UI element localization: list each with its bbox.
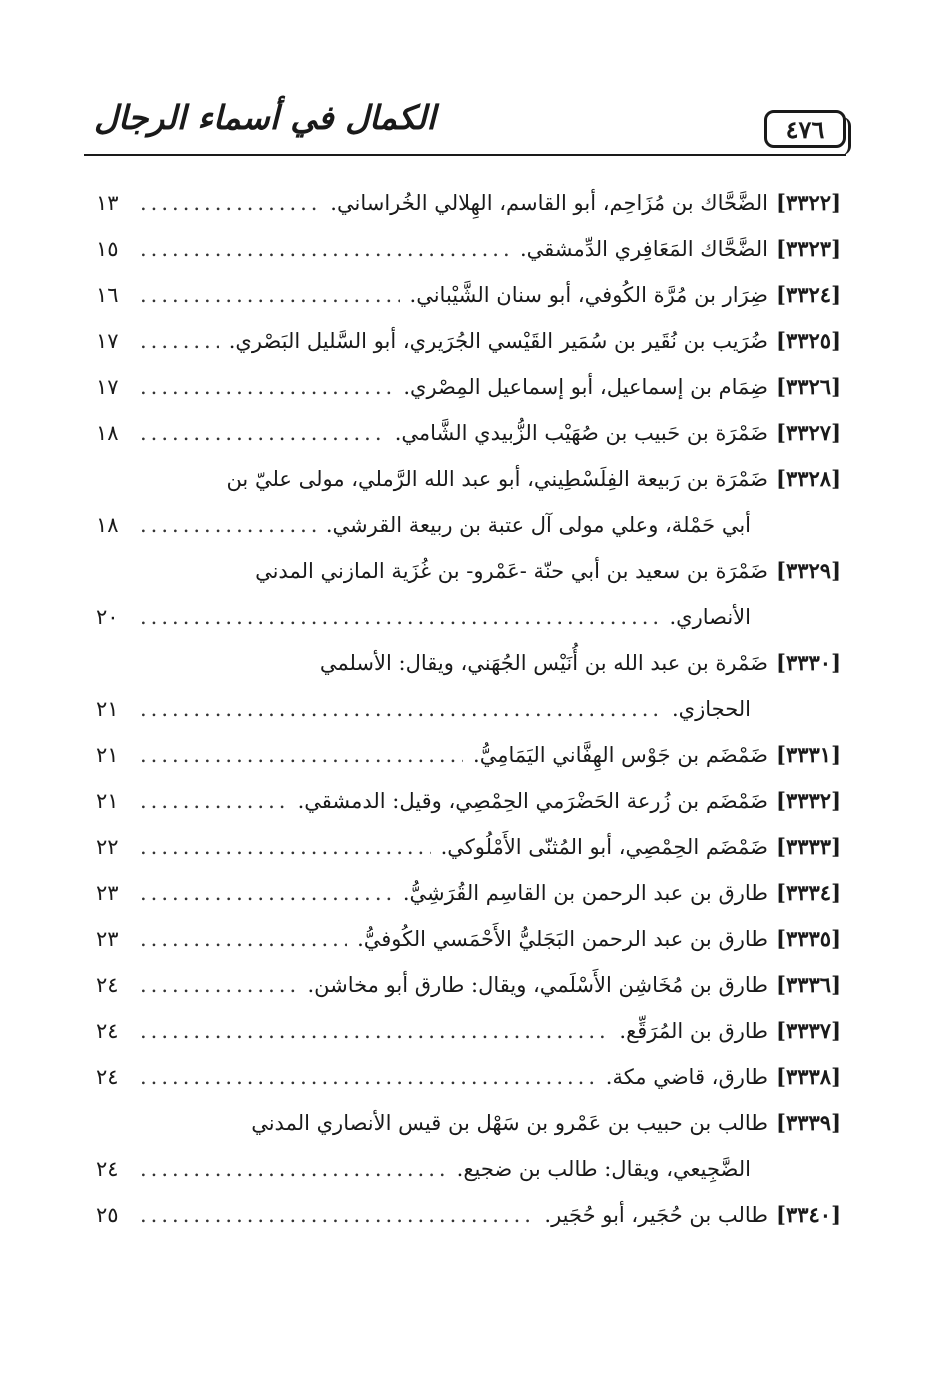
dot-leader (140, 1192, 534, 1238)
entry-page-number: ٢١ (96, 789, 119, 813)
toc-entry (96, 640, 841, 732)
entry-title: ضَمْرة بن عبد الله بن أُنَيْس الجُهَني، ويقال: الأسلمي (319, 651, 768, 675)
toc-entry (96, 778, 841, 824)
toc-entry-line (96, 502, 841, 548)
entry-title: طارق بن عبد الرحمن بن القاسِم القُرَشِيُّ. (402, 881, 768, 905)
entry-title: الضَّحَّاك بن مُزَاحِم، أبو القاسم، الهِلالي الخُراساني. (330, 191, 768, 215)
toc-entry (96, 180, 841, 226)
entry-title: ضَمْضَم بن زُرعة الحَضْرَمي الحِمْصِي، وقيل: الدمشقي. (297, 789, 768, 813)
entry-number: [٣٣٣٤] (776, 880, 841, 905)
entry-title: طارق، قاضي مكة. (605, 1065, 768, 1089)
toc-entry-line (96, 732, 841, 778)
entry-number: [٣٣٤٠] (776, 1202, 841, 1227)
entry-page-number: ١٨ (96, 513, 119, 537)
entry-title: ضِرَار بن مُرَّة الكُوفي، أبو سنان الشَّيْباني. (409, 283, 768, 307)
entry-number: [٣٣٣١] (776, 742, 841, 767)
header-rule (84, 154, 846, 156)
entry-number: [٣٣٣٣] (776, 834, 841, 859)
toc-entry-line (96, 594, 841, 640)
entry-page-number: ٢٤ (96, 973, 119, 997)
toc-entry-line (96, 1100, 841, 1146)
entry-title: أبي حَمْلة، وعلي مولى آل عتبة بن ربيعة القرشي. (325, 513, 751, 537)
toc-entry (96, 1192, 841, 1238)
toc-entry (96, 1054, 841, 1100)
toc-entry (96, 962, 841, 1008)
entry-page-number: ٢٥ (96, 1203, 119, 1227)
dot-leader (140, 502, 316, 548)
entry-title: طارق بن عبد الرحمن البَجَليُّ الأَحْمَسي الكُوفيُّ. (357, 927, 768, 951)
toc-entry-line (96, 916, 841, 962)
dot-leader (140, 870, 393, 916)
entry-page-number: ١٧ (96, 375, 119, 399)
entry-number: [٣٣٣٦] (776, 972, 841, 997)
book-title: الكمال في أسماء الرجال (94, 98, 436, 137)
toc-entry (96, 916, 841, 962)
entry-page-number: ٢١ (96, 697, 119, 721)
entry-number: [٣٣٣٢] (776, 788, 841, 813)
entry-page-number: ٢٤ (96, 1019, 119, 1043)
entry-page-number: ٢٢ (96, 835, 119, 859)
entry-title: ضَمْرَة بن سعيد بن أبي حنّة -عَمْرو- بن غُزَية المازني المدني (255, 559, 768, 583)
toc-entry-line (96, 548, 841, 594)
toc-entry-line (96, 180, 841, 226)
entry-page-number: ٢٤ (96, 1157, 119, 1181)
dot-leader (140, 686, 662, 732)
toc-entry (96, 364, 841, 410)
entry-number: [٣٣٢٩] (776, 558, 841, 583)
entry-title: ضَمْضَم بن جَوْس الهِفَّاني اليَمَامِيُّ. (473, 743, 768, 767)
toc-entry-line (96, 962, 841, 1008)
dot-leader (140, 226, 510, 272)
dot-leader (140, 962, 297, 1008)
entry-page-number: ١٣ (96, 191, 119, 215)
toc-entry (96, 824, 841, 870)
dot-leader (140, 594, 659, 640)
dot-leader (140, 1054, 596, 1100)
toc-entry (96, 732, 841, 778)
entry-page-number: ١٦ (96, 283, 119, 307)
toc-entry (96, 548, 841, 640)
toc-entry-line (96, 456, 841, 502)
toc-entry-line (96, 272, 841, 318)
entry-number: [٣٣٢٤] (776, 282, 841, 307)
toc-entry-line (96, 778, 841, 824)
dot-leader (140, 318, 219, 364)
dot-leader (140, 410, 385, 456)
toc-entry (96, 1008, 841, 1054)
entry-title: ضِمَام بن إسماعيل، أبو إسماعيل المِصْري. (403, 375, 768, 399)
dot-leader (140, 364, 393, 410)
dot-leader (140, 180, 320, 226)
entry-title: طالب بن حبيب بن عَمْرو بن سَهْل بن قيس الأنصاري المدني (251, 1111, 768, 1135)
toc-entry-line (96, 226, 841, 272)
page-number: ٤٧٦ (764, 110, 846, 148)
toc-entry (96, 226, 841, 272)
entry-number: [٣٣٢٧] (776, 420, 841, 445)
toc-entry-line (96, 1192, 841, 1238)
toc-entry-line (96, 1054, 841, 1100)
dot-leader (140, 272, 400, 318)
toc-entry (96, 272, 841, 318)
toc-entry-line (96, 318, 841, 364)
dot-leader (140, 1146, 447, 1192)
dot-leader (140, 916, 347, 962)
toc-entry-line (96, 640, 841, 686)
toc-entry (96, 410, 841, 456)
entry-number: [٣٣٣٧] (776, 1018, 841, 1043)
table-of-contents (96, 180, 841, 1238)
entry-page-number: ٢٣ (96, 927, 119, 951)
entry-title: الحجازي. (672, 697, 751, 721)
entry-page-number: ٢٤ (96, 1065, 119, 1089)
toc-entry-line (96, 824, 841, 870)
entry-number: [٣٣٢٦] (776, 374, 841, 399)
entry-title: ضُرَيب بن نُقَير بن سُمَير القَيْسي الجُرَيري، أبو السَّليل البَصْري. (228, 329, 768, 353)
entry-page-number: ٢٠ (96, 605, 119, 629)
entry-page-number: ٢٣ (96, 881, 119, 905)
dot-leader (140, 824, 431, 870)
dot-leader (140, 778, 288, 824)
entry-page-number: ١٥ (96, 237, 119, 261)
toc-entry-line (96, 870, 841, 916)
toc-entry-line (96, 364, 841, 410)
toc-entry (96, 1100, 841, 1192)
entry-title: طالب بن حُجَير، أبو حُجَير. (544, 1203, 768, 1227)
toc-entry (96, 870, 841, 916)
entry-number: [٣٣٢٢] (776, 190, 841, 215)
entry-page-number: ٢١ (96, 743, 119, 767)
entry-number: [٣٣٣٨] (776, 1064, 841, 1089)
dot-leader (140, 1008, 609, 1054)
dot-leader (140, 732, 463, 778)
entry-number: [٣٣٣٥] (776, 926, 841, 951)
entry-number: [٣٣٢٣] (776, 236, 841, 261)
toc-entry-line (96, 686, 841, 732)
toc-entry-line (96, 1008, 841, 1054)
entry-page-number: ١٧ (96, 329, 119, 353)
entry-title: ضَمْضَم الحِمْصِي، أبو المُثنّى الأَمْلُوكي. (440, 835, 768, 859)
entry-number: [٣٣٣٠] (776, 650, 841, 675)
entry-title: الضَّجِيعي، ويقال: طالب بن ضجيع. (456, 1157, 751, 1181)
entry-number: [٣٣٢٥] (776, 328, 841, 353)
entry-page-number: ١٨ (96, 421, 119, 445)
toc-entry (96, 456, 841, 548)
toc-entry (96, 318, 841, 364)
entry-title: طارق بن مُخَاشِن الأَسْلَمي، ويقال: طارق أبو مخاشن. (307, 973, 768, 997)
entry-number: [٣٣٢٨] (776, 466, 841, 491)
entry-number: [٣٣٣٩] (776, 1110, 841, 1135)
entry-title: ضَمْرَة بن حَبيب بن صُهَيْب الزُّبيدي الشَّامي. (394, 421, 768, 445)
entry-title: طارق بن المُرَقِّع. (619, 1019, 768, 1043)
entry-title: الأنصاري. (669, 605, 751, 629)
page-header (84, 92, 846, 162)
toc-entry-line (96, 410, 841, 456)
entry-title: ضَمْرَة بن رَبيعة الفِلَسْطِيني، أبو عبد الله الرَّملي، مولى عليّ بن (226, 467, 768, 491)
toc-entry-line (96, 1146, 841, 1192)
entry-title: الضَّحَّاك المَعَافِري الدِّمشقي. (519, 237, 768, 261)
